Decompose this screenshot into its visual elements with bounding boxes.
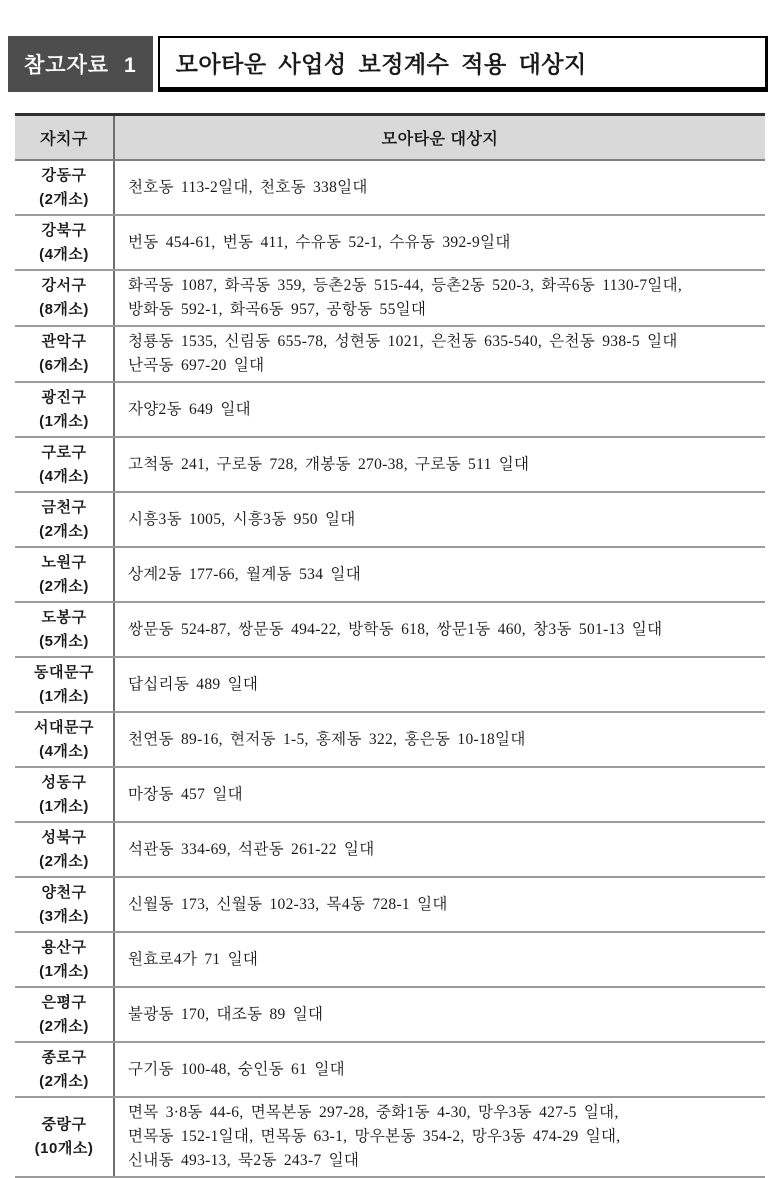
district-name: 용산구 <box>41 938 87 956</box>
area-line: 불광동 170, 대조동 89 일대 <box>128 1005 324 1023</box>
page-title: 모아타운 사업성 보정계수 적용 대상지 <box>158 36 768 92</box>
table-row <box>15 768 765 823</box>
district-count: (2개소) <box>39 1072 89 1090</box>
district-name: 광진구 <box>41 388 87 406</box>
area-line: 신월동 173, 신월동 102-33, 목4동 728-1 일대 <box>128 895 448 913</box>
areas-cell <box>115 603 765 656</box>
target-areas-table <box>15 113 765 1178</box>
areas-cell <box>115 383 765 436</box>
table-row <box>15 383 765 438</box>
district-name: 서대문구 <box>34 718 94 736</box>
reference-badge: 참고자료 1 <box>8 36 153 92</box>
area-line: 자양2동 649 일대 <box>128 400 251 418</box>
district-name: 양천구 <box>41 883 87 901</box>
area-line: 면목동 152-1일대, 면목동 63-1, 망우본동 354-2, 망우3동 474-29 일대, <box>128 1128 621 1145</box>
area-line: 화곡동 1087, 화곡동 359, 등촌2동 515-44, 등촌2동 520-3, 화곡6동 1130-7일대, <box>128 277 683 294</box>
district-count: (2개소) <box>39 577 89 595</box>
table-row <box>15 603 765 658</box>
district-cell <box>15 161 115 214</box>
areas-cell <box>115 878 765 931</box>
areas-cell <box>115 768 765 821</box>
district-count: (4개소) <box>39 467 89 485</box>
area-line: 구기동 100-48, 숭인동 61 일대 <box>128 1060 345 1078</box>
district-count: (1개소) <box>39 687 89 705</box>
area-line: 고척동 241, 구로동 728, 개봉동 270-38, 구로동 511 일대 <box>128 455 530 473</box>
areas-cell <box>115 327 765 381</box>
district-cell <box>15 988 115 1041</box>
table-row <box>15 658 765 713</box>
district-count: (1개소) <box>39 412 89 430</box>
table-row <box>15 438 765 493</box>
table-row <box>15 1043 765 1098</box>
district-cell <box>15 768 115 821</box>
table-row <box>15 271 765 327</box>
district-count: (8개소) <box>39 301 89 318</box>
areas-cell <box>115 823 765 876</box>
district-name: 은평구 <box>41 993 87 1011</box>
page-heading <box>8 36 768 92</box>
district-count: (5개소) <box>39 632 89 650</box>
table-row <box>15 216 765 271</box>
table-row <box>15 161 765 216</box>
table-row <box>15 713 765 768</box>
area-line: 상계2동 177-66, 월계동 534 일대 <box>128 565 361 583</box>
district-name: 종로구 <box>41 1048 87 1066</box>
district-count: (2개소) <box>39 1017 89 1035</box>
district-cell <box>15 1098 115 1176</box>
area-line: 방화동 592-1, 화곡6동 957, 공항동 55일대 <box>128 301 427 318</box>
district-cell <box>15 327 115 381</box>
table-row <box>15 988 765 1043</box>
district-name: 관악구 <box>41 333 87 350</box>
district-cell <box>15 438 115 491</box>
table-row <box>15 1098 765 1176</box>
district-name: 도봉구 <box>41 608 87 626</box>
areas-cell <box>115 161 765 214</box>
district-cell <box>15 823 115 876</box>
areas-cell <box>115 933 765 986</box>
district-count: (6개소) <box>39 357 89 374</box>
district-name: 강북구 <box>41 221 87 239</box>
area-line: 석관동 334-69, 석관동 261-22 일대 <box>128 840 375 858</box>
areas-cell <box>115 658 765 711</box>
area-line: 원효로4가 71 일대 <box>128 950 259 968</box>
district-name: 성동구 <box>41 773 87 791</box>
document-page <box>0 36 779 1172</box>
areas-cell <box>115 1098 765 1176</box>
area-line: 답십리동 489 일대 <box>128 675 259 693</box>
district-cell <box>15 383 115 436</box>
area-line: 난곡동 697-20 일대 <box>128 357 265 374</box>
area-line: 청룡동 1535, 신림동 655-78, 성현동 1021, 은천동 635-540, 은천동 938-5 일대 <box>128 333 678 350</box>
area-line: 신내동 493-13, 묵2동 243-7 일대 <box>128 1152 360 1169</box>
area-line: 쌍문동 524-87, 쌍문동 494-22, 방학동 618, 쌍문1동 460, 창3동 501-13 일대 <box>128 620 663 638</box>
district-count: (1개소) <box>39 797 89 815</box>
district-name: 동대문구 <box>34 663 94 681</box>
district-count: (10개소) <box>34 1140 94 1157</box>
areas-cell <box>115 713 765 766</box>
areas-cell <box>115 988 765 1041</box>
areas-cell <box>115 1043 765 1096</box>
district-cell <box>15 271 115 325</box>
area-line: 시흥3동 1005, 시흥3동 950 일대 <box>128 510 356 528</box>
table-row <box>15 327 765 383</box>
areas-cell <box>115 438 765 491</box>
district-count: (4개소) <box>39 742 89 760</box>
district-count: (3개소) <box>39 907 89 925</box>
table-header-row <box>15 116 765 161</box>
district-count: (4개소) <box>39 245 89 263</box>
district-count: (1개소) <box>39 962 89 980</box>
district-name: 성북구 <box>41 828 87 846</box>
table-row <box>15 878 765 933</box>
district-cell <box>15 933 115 986</box>
areas-cell <box>115 548 765 601</box>
area-line: 마장동 457 일대 <box>128 785 243 803</box>
table-row <box>15 823 765 878</box>
district-name: 중랑구 <box>41 1116 87 1133</box>
column-header-areas: 모아타운 대상지 <box>381 131 499 148</box>
district-name: 구로구 <box>41 443 87 461</box>
table-body <box>15 161 765 1176</box>
area-line: 번동 454-61, 번동 411, 수유동 52-1, 수유동 392-9일대 <box>128 233 511 251</box>
areas-cell <box>115 271 765 325</box>
column-header-district: 자치구 <box>15 116 115 159</box>
area-line: 면목 3·8동 44-6, 면목본동 297-28, 중화1동 4-30, 망우3동 427-5 일대, <box>128 1104 619 1121</box>
table-row <box>15 493 765 548</box>
district-cell <box>15 493 115 546</box>
district-cell <box>15 878 115 931</box>
district-name: 노원구 <box>41 553 87 571</box>
district-cell <box>15 713 115 766</box>
table-row <box>15 933 765 988</box>
district-cell <box>15 1043 115 1096</box>
district-name: 강동구 <box>41 166 87 184</box>
district-name: 금천구 <box>41 498 87 516</box>
district-cell <box>15 603 115 656</box>
district-cell <box>15 658 115 711</box>
areas-cell <box>115 493 765 546</box>
district-name: 강서구 <box>41 277 87 294</box>
district-cell <box>15 216 115 269</box>
district-count: (2개소) <box>39 522 89 540</box>
table-row <box>15 548 765 603</box>
district-count: (2개소) <box>39 852 89 870</box>
district-cell <box>15 548 115 601</box>
area-line: 천연동 89-16, 현저동 1-5, 홍제동 322, 홍은동 10-18일대 <box>128 730 526 748</box>
areas-cell <box>115 216 765 269</box>
area-line: 천호동 113-2일대, 천호동 338일대 <box>128 178 368 196</box>
district-count: (2개소) <box>39 190 89 208</box>
